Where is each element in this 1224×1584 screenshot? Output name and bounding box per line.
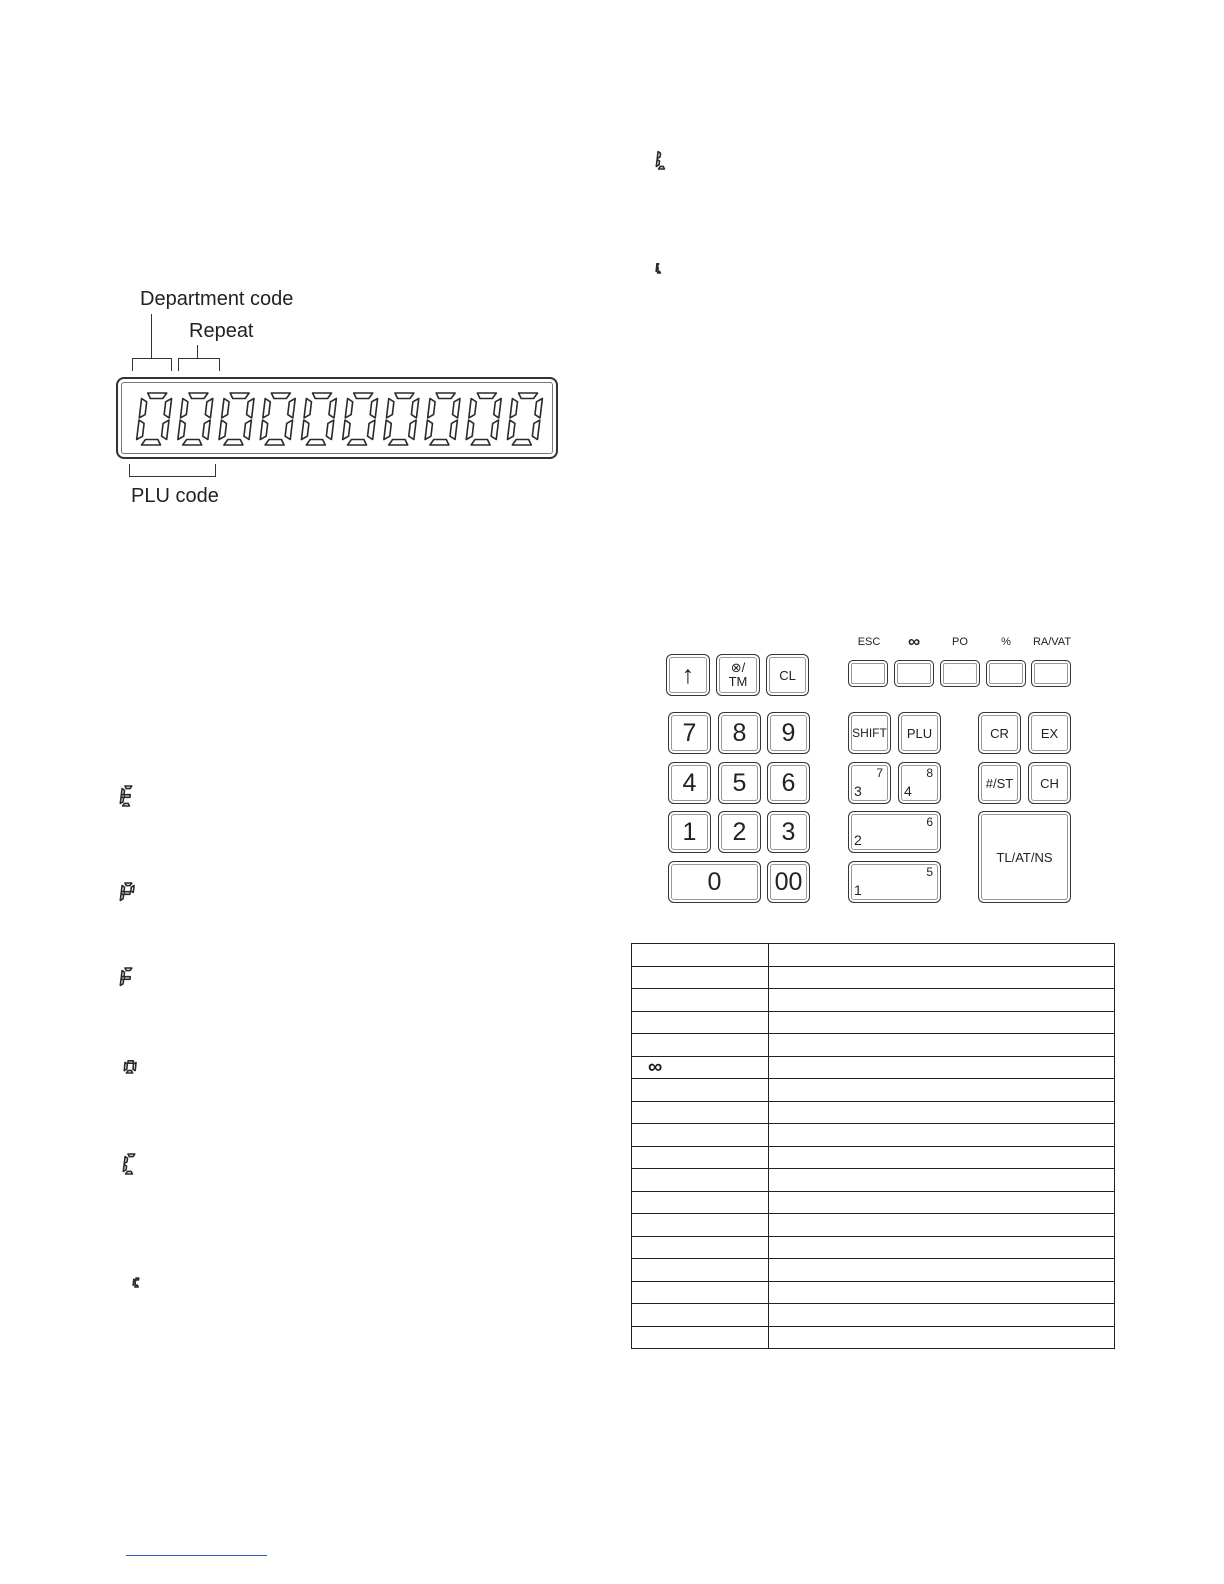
segment-f bbox=[124, 1157, 127, 1164]
segment-f bbox=[222, 399, 229, 418]
segment-c bbox=[326, 420, 333, 439]
segment-b bbox=[411, 399, 418, 418]
segment-f bbox=[657, 152, 660, 159]
segment-f bbox=[139, 399, 146, 418]
segment-b bbox=[247, 399, 254, 418]
function-cell bbox=[769, 1281, 1115, 1304]
dept-2-label: 2 bbox=[854, 832, 862, 848]
table-row bbox=[632, 1326, 1115, 1349]
dept-2-6-key[interactable] bbox=[848, 811, 941, 853]
table-row bbox=[632, 1281, 1115, 1304]
key-cell bbox=[632, 944, 769, 967]
total-key[interactable]: TL/AT/NS bbox=[978, 811, 1071, 903]
segment-b bbox=[329, 399, 336, 418]
segment-a bbox=[354, 393, 373, 399]
segment-d bbox=[389, 440, 408, 446]
key-cell bbox=[632, 1304, 769, 1327]
segment-f bbox=[469, 399, 476, 418]
table-row bbox=[632, 1079, 1115, 1102]
segment-c bbox=[285, 420, 292, 439]
key-cell bbox=[632, 989, 769, 1012]
segment-e bbox=[137, 420, 144, 439]
function-cell bbox=[769, 1304, 1115, 1327]
segment-b bbox=[370, 399, 377, 418]
dept-5-label: 5 bbox=[926, 865, 933, 879]
segment-e bbox=[120, 979, 123, 986]
table-row bbox=[632, 966, 1115, 989]
symbol-p-icon bbox=[118, 881, 138, 907]
department-bracket bbox=[132, 358, 172, 371]
symbol-glyph bbox=[656, 263, 660, 273]
function-cell bbox=[769, 1101, 1115, 1124]
segment-c bbox=[409, 420, 416, 439]
function-cell bbox=[769, 1214, 1115, 1237]
lcd-digit bbox=[301, 393, 336, 445]
key-cell: ∞ bbox=[632, 1056, 769, 1079]
key-4[interactable]: 4 bbox=[668, 762, 711, 804]
table-row bbox=[632, 1259, 1115, 1282]
segment-e bbox=[507, 420, 514, 439]
function-cell bbox=[769, 1236, 1115, 1259]
segment-d bbox=[265, 440, 284, 446]
function-cell bbox=[769, 1079, 1115, 1102]
segment-b bbox=[535, 399, 542, 418]
key-cell bbox=[632, 1259, 769, 1282]
key-cell bbox=[632, 1326, 769, 1349]
segment-d bbox=[183, 440, 202, 446]
function-cell bbox=[769, 1191, 1115, 1214]
segment-c bbox=[491, 420, 498, 439]
symbol-c-icon bbox=[121, 1152, 141, 1178]
key-cell bbox=[632, 1191, 769, 1214]
lcd-digit bbox=[137, 393, 172, 445]
po-label: PO bbox=[952, 636, 968, 648]
function-cell bbox=[769, 1169, 1115, 1192]
plu-bracket bbox=[129, 464, 216, 477]
department-code-label: Department code bbox=[140, 288, 294, 310]
segment-d bbox=[224, 440, 243, 446]
segment-a bbox=[436, 393, 455, 399]
cl-key[interactable]: CL bbox=[766, 654, 809, 696]
segment-d bbox=[471, 440, 490, 446]
key-7[interactable]: 7 bbox=[668, 712, 711, 754]
segment-f bbox=[657, 263, 659, 266]
key-cell bbox=[632, 1101, 769, 1124]
key-5[interactable]: 5 bbox=[718, 762, 761, 804]
segment-c bbox=[244, 420, 251, 439]
lcd-digit bbox=[384, 393, 419, 445]
function-cell bbox=[769, 989, 1115, 1012]
repeat-label: Repeat bbox=[189, 320, 254, 342]
segment-a bbox=[271, 393, 290, 399]
lcd-digit bbox=[466, 393, 501, 445]
segment-a bbox=[313, 393, 332, 399]
table-row bbox=[632, 1169, 1115, 1192]
symbol-o-icon bbox=[122, 1059, 140, 1077]
symbol-l-icon bbox=[654, 147, 672, 173]
segment-c bbox=[368, 420, 375, 439]
key-8[interactable]: 8 bbox=[718, 712, 761, 754]
segment-d bbox=[142, 440, 161, 446]
plu-key[interactable]: PLU bbox=[898, 712, 941, 754]
key-cell bbox=[632, 1214, 769, 1237]
symbol-glyph bbox=[120, 786, 131, 806]
repeat-bracket bbox=[178, 358, 220, 371]
dept-6-label: 6 bbox=[926, 815, 933, 829]
segment-a bbox=[477, 393, 496, 399]
table-row bbox=[632, 1146, 1115, 1169]
table-row bbox=[632, 1191, 1115, 1214]
segment-g bbox=[124, 977, 130, 980]
segment-a bbox=[125, 968, 132, 971]
function-cell bbox=[769, 966, 1115, 989]
symbol-glyph bbox=[133, 1278, 139, 1287]
cr-key[interactable]: CR bbox=[978, 712, 1021, 754]
multiply-symbol: ⊗/ bbox=[730, 660, 746, 675]
key-cell bbox=[632, 1034, 769, 1057]
key-cell bbox=[632, 1281, 769, 1304]
segment-b bbox=[205, 399, 212, 418]
dept-4-8-key[interactable] bbox=[898, 762, 941, 804]
segment-d bbox=[659, 166, 665, 169]
symbol-glyph bbox=[120, 968, 131, 985]
segment-d bbox=[135, 1285, 138, 1287]
ex-key[interactable]: EX bbox=[1028, 712, 1071, 754]
segment-e bbox=[343, 420, 350, 439]
segment-e bbox=[123, 1165, 126, 1172]
dept-1-label: 1 bbox=[854, 882, 862, 898]
function-cell bbox=[769, 1011, 1115, 1034]
esc-key[interactable] bbox=[848, 660, 888, 687]
symbol-glyph bbox=[120, 883, 134, 900]
segment-g bbox=[128, 1061, 133, 1063]
footer-link-underline[interactable] bbox=[126, 1555, 267, 1556]
function-cell bbox=[769, 1259, 1115, 1282]
segment-e bbox=[656, 160, 659, 167]
segment-d bbox=[512, 440, 531, 446]
key-cell bbox=[632, 966, 769, 989]
segment-f bbox=[510, 399, 517, 418]
lcd-digit bbox=[260, 393, 295, 445]
table-row bbox=[632, 989, 1115, 1012]
segment-e bbox=[301, 420, 308, 439]
lcd-digit bbox=[219, 393, 254, 445]
segment-c bbox=[162, 420, 169, 439]
segment-b bbox=[288, 399, 295, 418]
plu-code-label: PLU code bbox=[131, 485, 219, 507]
function-cell bbox=[769, 1056, 1115, 1079]
key-9[interactable]: 9 bbox=[767, 712, 810, 754]
segment-c bbox=[532, 420, 539, 439]
table-row bbox=[632, 1011, 1115, 1034]
segment-d bbox=[348, 440, 367, 446]
segment-a bbox=[125, 786, 132, 789]
key-cell bbox=[632, 1079, 769, 1102]
key-6[interactable]: 6 bbox=[767, 762, 810, 804]
segment-f bbox=[263, 399, 270, 418]
segment-a bbox=[128, 1154, 135, 1157]
segment-e bbox=[133, 1279, 135, 1285]
lcd-digit bbox=[507, 393, 542, 445]
up-arrow-key[interactable]: ↑ bbox=[666, 654, 710, 696]
shift-key[interactable]: SHIFT bbox=[848, 712, 891, 754]
key-cell bbox=[632, 1236, 769, 1259]
dept-7-label: 7 bbox=[876, 766, 883, 780]
segment-f bbox=[180, 399, 187, 418]
segment-a bbox=[148, 393, 167, 399]
segment-e bbox=[120, 797, 123, 804]
dept-3-7-key[interactable] bbox=[848, 762, 891, 804]
percent-key[interactable] bbox=[986, 660, 1026, 687]
lcd-digit bbox=[425, 393, 460, 445]
segment-e bbox=[384, 420, 391, 439]
subtotal-key[interactable]: #/ST bbox=[978, 762, 1021, 804]
key-1[interactable]: 1 bbox=[668, 811, 711, 853]
segment-e bbox=[466, 420, 473, 439]
function-cell bbox=[769, 1124, 1115, 1147]
segment-d bbox=[430, 440, 449, 446]
segment-g bbox=[136, 1278, 139, 1280]
segment-b bbox=[164, 399, 171, 418]
table-row bbox=[632, 1101, 1115, 1124]
symbol-glyph bbox=[123, 1154, 134, 1174]
ch-key[interactable]: CH bbox=[1028, 762, 1071, 804]
multiply-tm-key[interactable] bbox=[716, 654, 760, 696]
table-row bbox=[632, 1034, 1115, 1057]
lcd-digit bbox=[178, 393, 213, 445]
ra-vat-key[interactable] bbox=[1031, 660, 1071, 687]
table-row bbox=[632, 1214, 1115, 1237]
symbol-small-l-icon bbox=[655, 263, 665, 275]
esc-label: ESC bbox=[857, 636, 881, 648]
segment-e bbox=[219, 420, 226, 439]
tm-label: TM bbox=[728, 674, 748, 689]
key-cell bbox=[632, 1011, 769, 1034]
segment-f bbox=[428, 399, 435, 418]
segment-f bbox=[345, 399, 352, 418]
percent-label: % bbox=[1001, 636, 1011, 648]
lcd-digit bbox=[343, 393, 378, 445]
segment-d bbox=[126, 1171, 133, 1174]
segment-g bbox=[124, 795, 130, 798]
segment-e bbox=[260, 420, 267, 439]
key-cell bbox=[632, 1146, 769, 1169]
segment-c bbox=[450, 420, 457, 439]
segment-e bbox=[178, 420, 185, 439]
segment-b bbox=[453, 399, 460, 418]
dept-8-label: 8 bbox=[926, 766, 933, 780]
segment-a bbox=[189, 393, 208, 399]
symbol-e-icon bbox=[118, 784, 138, 810]
function-cell bbox=[769, 1034, 1115, 1057]
key-0[interactable]: 0 bbox=[668, 861, 761, 903]
key-cell bbox=[632, 1169, 769, 1192]
symbol-small-c-icon bbox=[132, 1276, 144, 1290]
segment-e bbox=[120, 894, 123, 901]
segment-e bbox=[124, 1062, 127, 1070]
segment-a bbox=[519, 393, 538, 399]
infinity-key[interactable] bbox=[894, 660, 934, 687]
segment-a bbox=[230, 393, 249, 399]
table-row bbox=[632, 1236, 1115, 1259]
segment-d bbox=[123, 803, 130, 806]
ra-vat-label: RA/VAT bbox=[1032, 636, 1072, 648]
table-row bbox=[632, 1124, 1115, 1147]
dept-1-5-key[interactable] bbox=[848, 861, 941, 903]
lcd-digits bbox=[118, 379, 560, 461]
table-row bbox=[632, 1056, 1115, 1079]
dept-4-label: 4 bbox=[904, 783, 912, 799]
po-key[interactable] bbox=[940, 660, 980, 687]
segment-b bbox=[494, 399, 501, 418]
function-cell bbox=[769, 1326, 1115, 1349]
key-function-table bbox=[631, 943, 1115, 1349]
segment-e bbox=[656, 266, 658, 271]
segment-a bbox=[395, 393, 414, 399]
table-row bbox=[632, 1304, 1115, 1327]
function-cell bbox=[769, 944, 1115, 967]
symbol-f-icon bbox=[118, 966, 138, 992]
repeat-leader-line bbox=[197, 345, 198, 358]
key-00[interactable]: 00 bbox=[767, 861, 810, 903]
department-leader-line bbox=[151, 314, 152, 358]
key-cell bbox=[632, 1124, 769, 1147]
segment-f bbox=[304, 399, 311, 418]
table-row bbox=[632, 944, 1115, 967]
segment-d bbox=[126, 1071, 132, 1073]
segment-d bbox=[658, 271, 661, 273]
lcd-display bbox=[116, 377, 558, 459]
infinity-label: ∞ bbox=[907, 632, 921, 651]
segment-a bbox=[125, 883, 132, 886]
segment-b bbox=[131, 886, 134, 893]
key-2[interactable]: 2 bbox=[718, 811, 761, 853]
segment-g bbox=[124, 892, 130, 895]
segment-f bbox=[386, 399, 393, 418]
segment-e bbox=[425, 420, 432, 439]
segment-c bbox=[203, 420, 210, 439]
key-3[interactable]: 3 bbox=[767, 811, 810, 853]
function-cell bbox=[769, 1146, 1115, 1169]
symbol-glyph bbox=[656, 152, 664, 169]
symbol-glyph bbox=[124, 1061, 136, 1073]
segment-d bbox=[306, 440, 325, 446]
dept-3-label: 3 bbox=[854, 783, 862, 799]
